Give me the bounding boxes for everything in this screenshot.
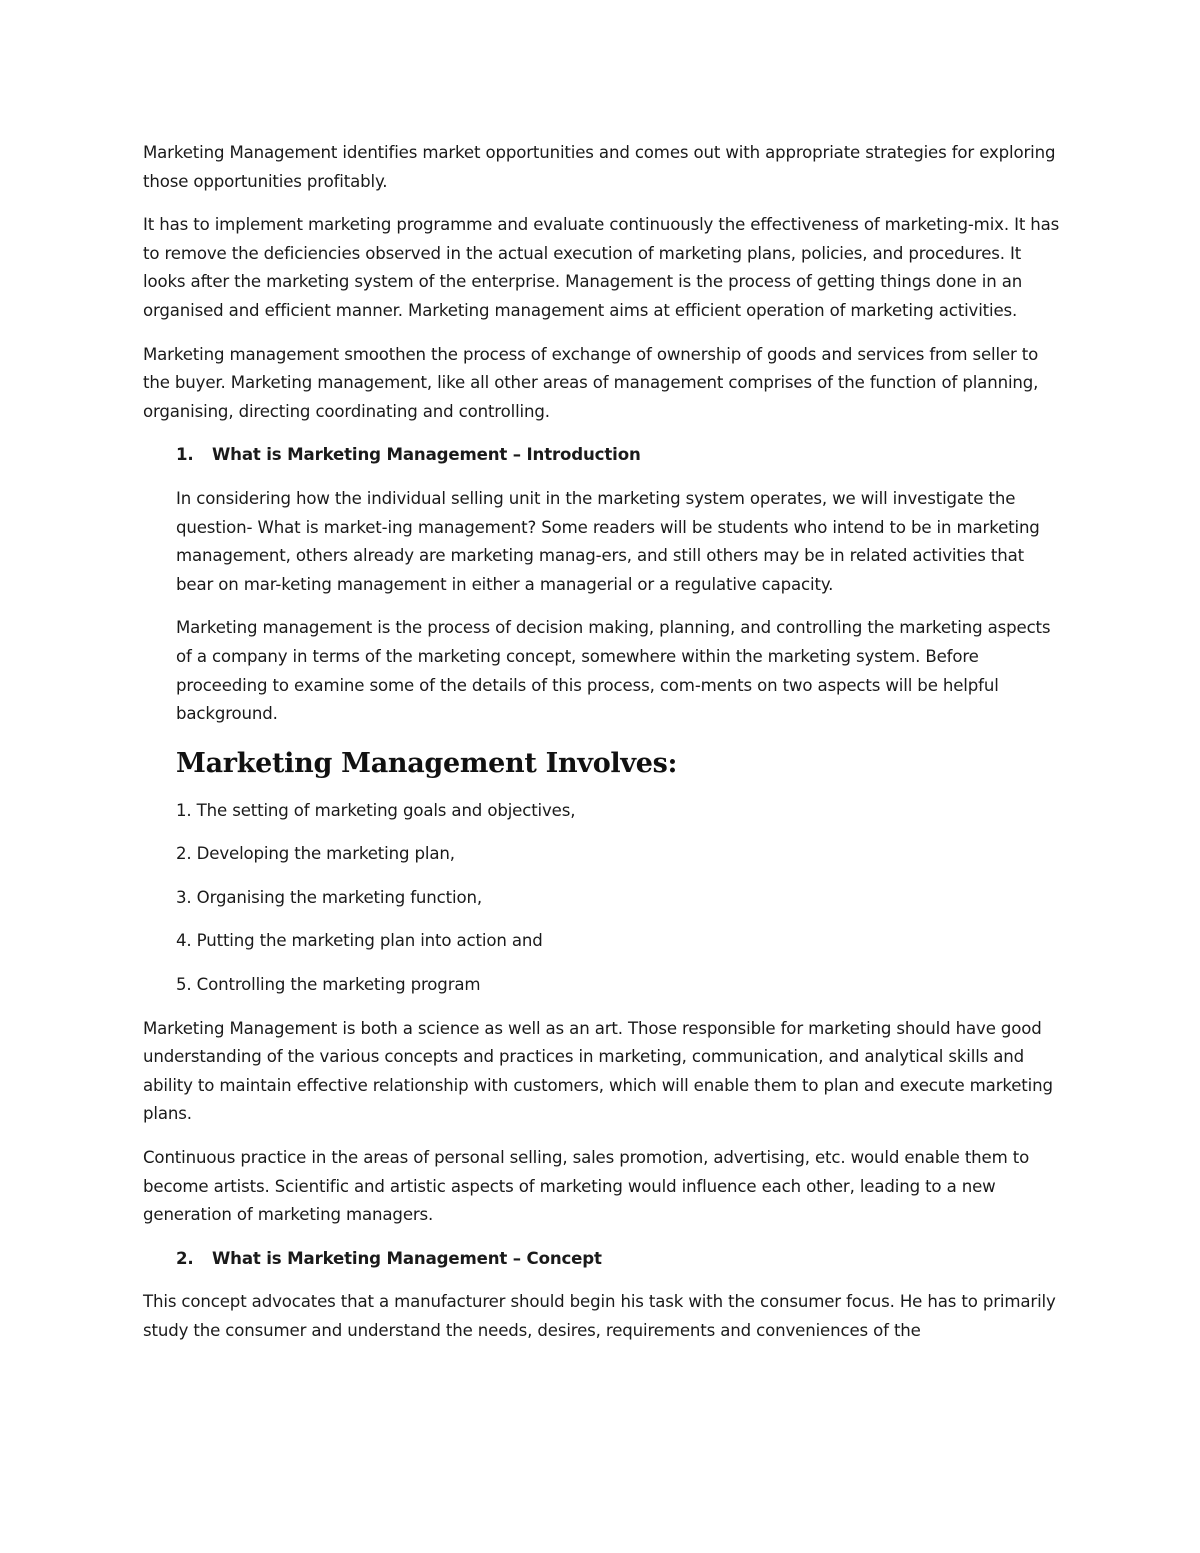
section-1-heading — [176, 441, 1060, 470]
involves-item-3: 3. Organising the marketing function, — [176, 887, 482, 907]
section-2-title: What is Marketing Management – Concept — [212, 1248, 602, 1268]
section-1-title: What is Marketing Management – Introduction — [212, 445, 641, 465]
involves-heading: Marketing Management Involves: — [176, 747, 678, 779]
involves-item-2: 2. Developing the marketing plan, — [176, 844, 455, 864]
section-1-paragraph-2: Marketing management is the process of decision making, planning, and controlling the marketing aspects of a company in terms of the marketing concept, somewhere within the marketing system. Before proceeding to examine some of the details of this process, com-ments on two aspects will be helpful background. — [176, 618, 1051, 724]
section-2-number: 2. — [176, 1248, 194, 1268]
section-1-paragraph-1: In considering how the individual selling unit in the marketing system operates, we will investigate the question- What is market-ing management? Some readers will be students who intend to be in marketing management, others already are marketing manag-ers, and still others may be in related activities that bear on mar-keting management in either a managerial or a regulative capacity. — [176, 488, 1040, 594]
involves-item-4: 4. Putting the marketing plan into action and — [176, 931, 543, 951]
middle-paragraph-2: Continuous practice in the areas of personal selling, sales promotion, advertising, etc. would enable them to become artists. Scientific and artistic aspects of marketing would influence each other, leading to a new generation of marketing managers. — [143, 1148, 1030, 1225]
section-2-paragraph-1: This concept advocates that a manufacturer should begin his task with the consumer focus. He has to primarily study the consumer and understand the needs, desires, requirements and conveniences of the — [143, 1292, 1056, 1340]
intro-paragraph-2: It has to implement marketing programme and evaluate continuously the effectiveness of marketing-mix. It has to remove the deficiencies observed in the actual execution of marketing plans, policies, and procedures. It looks after the marketing system of the enterprise. Management is the process of getting things done in an organised and efficient manner. Marketing management aims at efficient operation of marketing activities. — [143, 215, 1060, 320]
intro-paragraph-3: Marketing management smoothen the process of exchange of ownership of goods and services from seller to the buyer. Marketing management, like all other areas of management comprises of the function of planning, organising, directing coordinating and controlling. — [143, 344, 1039, 421]
section-1-number: 1. — [176, 445, 194, 465]
middle-paragraph-1: Marketing Management is both a science as well as an art. Those responsible for marketing should have good understanding of the various concepts and practices in marketing, communication, and analytical skills and ability to maintain effective relationship with customers, which will enable them to plan and execute marketing plans. — [143, 1018, 1053, 1124]
section-2-heading — [176, 1245, 1060, 1274]
involves-item-5: 5. Controlling the marketing program — [176, 975, 481, 995]
involves-item-1: 1. The setting of marketing goals and objectives, — [176, 800, 576, 820]
intro-paragraph-1: Marketing Management identifies market opportunities and comes out with appropriate strategies for exploring those opportunities profitably. — [143, 143, 1056, 191]
